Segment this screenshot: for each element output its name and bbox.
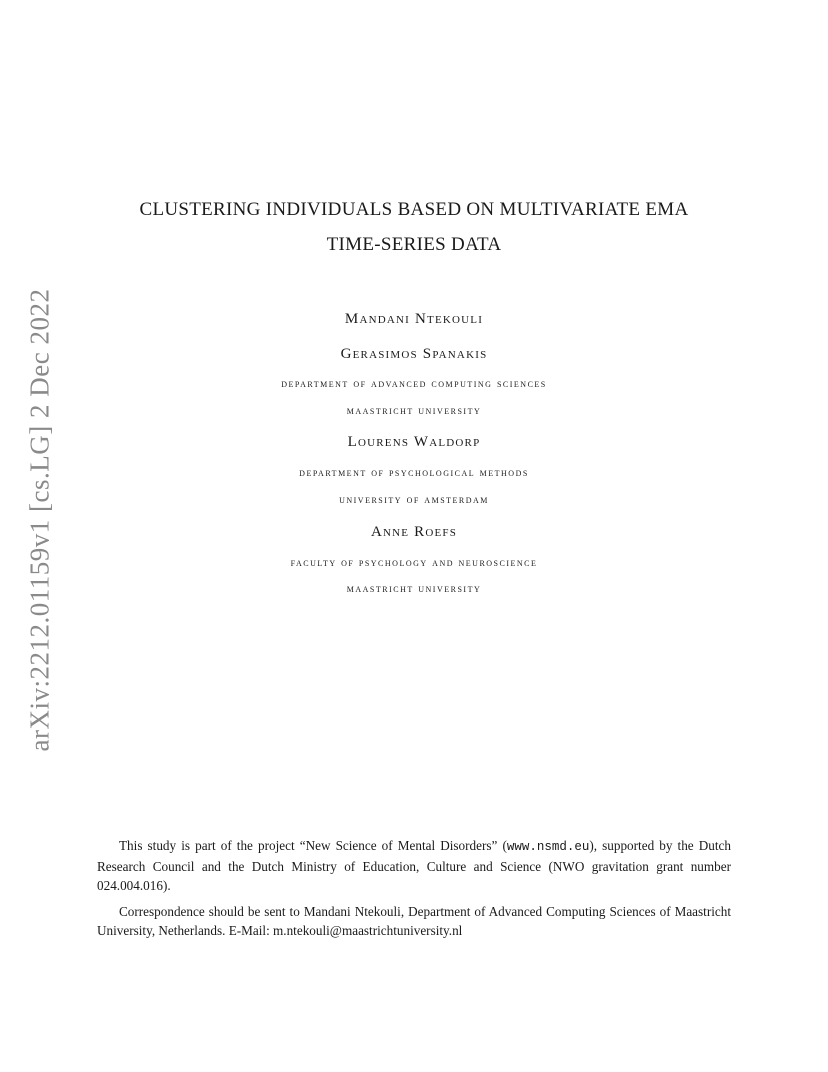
author-2-affiliation-department: department of advanced computing sciences bbox=[281, 376, 547, 390]
paper-title-line-1: CLUSTERING INDIVIDUALS BASED ON MULTIVARIATE EMA bbox=[139, 199, 689, 220]
funding-footnote bbox=[97, 836, 731, 895]
author-name-4: Anne Roefs bbox=[370, 524, 458, 540]
author-2-affiliation-university: maastricht university bbox=[346, 403, 482, 417]
correspondence-footnote: Correspondence should be sent to Mandani Ntekouli, Department of Advanced Computing Sciences of Maastricht University, Netherlands. E-Mail: m.ntekouli@maastrichtuniversity.nl bbox=[97, 904, 731, 938]
author-name-2: Gerasimos Spanakis bbox=[340, 346, 488, 362]
arxiv-identifier-stamp: arXiv:2212.01159v1 [cs.LG] 2 Dec 2022 bbox=[24, 288, 55, 752]
paper-title-line-2: TIME-SERIES DATA bbox=[326, 234, 502, 255]
author-name-3: Lourens Waldorp bbox=[347, 434, 481, 450]
funding-text-start: This study is part of the project “New Science of Mental Disorders” ( bbox=[119, 838, 507, 853]
funding-text-end: ), supported by the Dutch Research Council and the Dutch Ministry of Education, Culture and Science (NWO gravitation grant number 024.004.016). bbox=[97, 838, 731, 893]
author-4-affiliation-university: maastricht university bbox=[346, 581, 482, 595]
author-name-1: Mandani Ntekouli bbox=[344, 311, 484, 327]
author-4-affiliation-department: faculty of psychology and neuroscience bbox=[290, 555, 538, 569]
author-3-affiliation-university: university of amsterdam bbox=[339, 492, 489, 506]
author-3-affiliation-department: department of psychological methods bbox=[299, 465, 529, 479]
project-url-link[interactable]: www.nsmd.eu bbox=[506, 840, 590, 854]
